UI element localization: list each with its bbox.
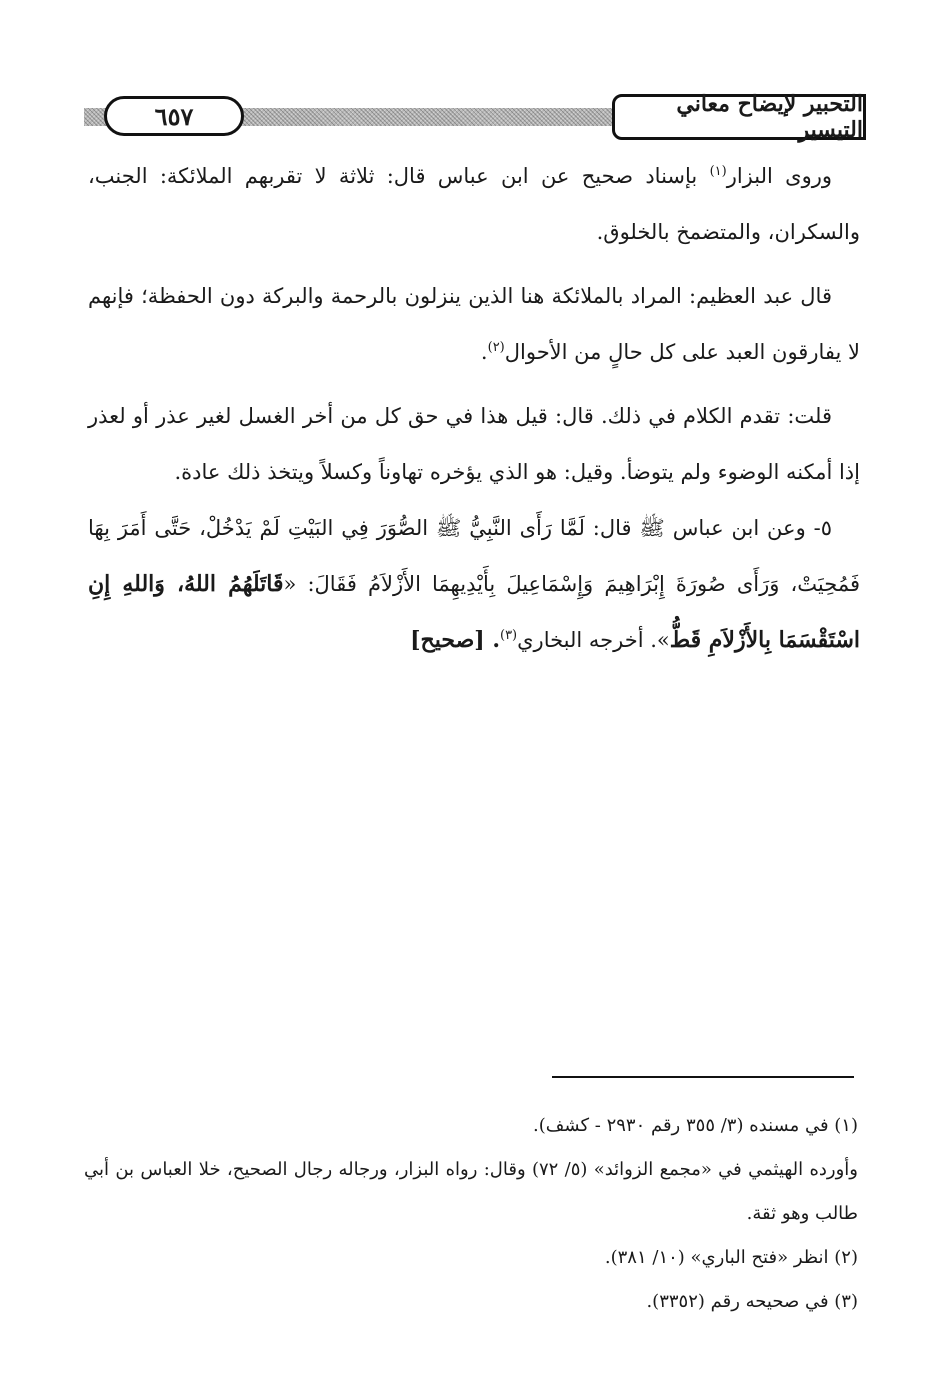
running-title-text: التحبير لإيضاح معاني التيسير xyxy=(676,91,863,143)
paragraph-2-end: . xyxy=(480,340,488,364)
hadith-5-source: ». أخرجه البخاري xyxy=(517,628,670,652)
footnote-1-continuation: وأورده الهيثمي في «مجمع الزوائد» (٥/ ٧٢) وقال: رواه البزار، ورجاله رجال الصحيح، خلا العباس بن أبي طالب وهو ثقة. xyxy=(84,1159,858,1224)
hadith-5-prophet-saying: قَاتَلَهُمُ اللهُ، وَاللهِ إِنِ اسْتَقْسَمَا بِالأَزْلاَمِ قَطُّ xyxy=(88,571,860,653)
footnotes xyxy=(84,1104,858,1324)
footnote-1: (١) في مسنده (٣/ ٣٥٥ رقم ٢٩٣٠ - كشف). xyxy=(533,1115,858,1136)
paragraph-2 xyxy=(88,268,860,380)
footnote-3: (٣) في صحيحه رقم (٣٣٥٢). xyxy=(646,1291,858,1312)
running-title xyxy=(612,91,866,143)
page-number-text: ٦٥٧ xyxy=(154,101,194,131)
page-header xyxy=(84,91,866,144)
paragraph-2-text: قال عبد العظيم: المراد بالملائكة هنا الذين ينزلون بالرحمة والبركة دون الحفظة؛ فإنهم لا يفارقون العبد على كل حالٍ من الأحوال xyxy=(88,284,860,364)
paragraph-3 xyxy=(88,388,860,500)
paragraph-1 xyxy=(88,148,860,260)
page-number xyxy=(104,96,244,136)
hadith-5-text: ٥- وعن ابن عباس ﷺ قال: لَمَّا رَأَى النَّبِيُّ ﷺ الصُّوَرَ فِي البَيْتِ لَمْ يَدْخُلْ، حَتَّى أَمَرَ بِهَا فَمُحِيَتْ، وَرَأَى صُورَةَ إِبْرَاهِيمَ وَإِسْمَاعِيلَ بِأَيْدِيهِمَا الأَزْلاَمُ فَقَالَ: « xyxy=(88,516,860,596)
main-text xyxy=(88,148,860,668)
footnote-ref-3: (٣) xyxy=(499,628,518,643)
paragraph-1-rest: بإسناد صحيح عن ابن عباس قال: ثلاثة لا تقربهم الملائكة: الجنب، والسكران، والمتضمخ بالخلوق. xyxy=(88,164,860,244)
footnote-ref-1: (١) xyxy=(709,164,727,179)
footnote-separator xyxy=(552,1076,854,1078)
hadith-grade: . [صحيح] xyxy=(410,627,500,653)
footnote-2: (٢) انظر «فتح الباري» (١٠/ ٣٨١). xyxy=(604,1247,858,1268)
footnote-ref-2: (٢) xyxy=(487,340,505,355)
paragraph-3-text: قلت: تقدم الكلام في ذلك. قال: قيل هذا في حق كل من أخر الغسل لغير عذر أو لعذر إذا أمكنه الوضوء ولم يتوضأ. وقيل: هو الذي يؤخره تهاوناً وكسلاً ويتخذ ذلك عادة. xyxy=(88,404,860,484)
hadith-5 xyxy=(88,500,860,668)
paragraph-1-start: وروى البزار xyxy=(726,164,832,188)
